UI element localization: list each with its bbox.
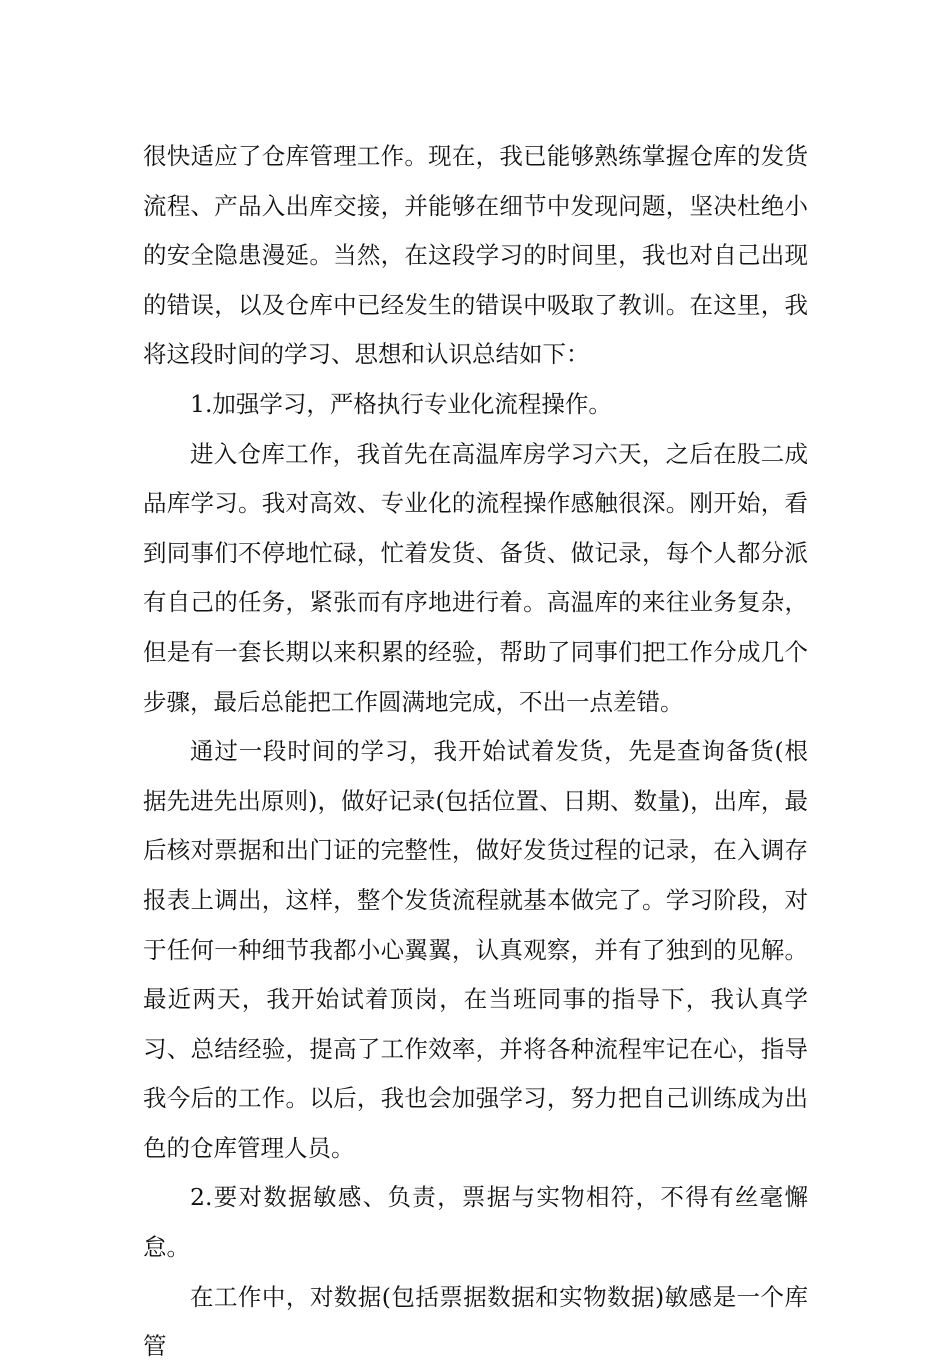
paragraph: 通过一段时间的学习，我开始试着发货，先是查询备货(根据先进先出原则)，做好记录(包括位置、日期、数量)，出库，最后核对票据和出门证的完整性，做好发货过程的记录，在入调存报表上调出，这样，整个发货流程就基本做完了。学习阶段，对于任何一种细节我都小心翼翼，认真观察，并有了独到的见解。最近两天，我开始试着顶岗，在当班同事的指导下，我认真学习、总结经验，提高了工作效率，并将各种流程牢记在心，指导我今后的工作。以后，我也会加强学习，努力把自己训练成为出色的仓库管理人员。: [143, 737, 808, 1162]
document-body: [143, 132, 808, 1372]
section-heading-2: 2.要对数据敏感、负责，票据与实物相符，不得有丝毫懈怠。: [143, 1183, 808, 1262]
paragraph: 在工作中，对数据(包括票据数据和实物数据)敏感是一个库管: [143, 1282, 808, 1361]
paragraph: 进入仓库工作，我首先在高温库房学习六天，之后在股二成品库学习。我对高效、专业化的流程操作感触很深。刚开始，看到同事们不停地忙碌，忙着发货、备货、做记录，每个人都分派有自己的任务，紧张而有序地进行着。高温库的来往业务复杂，但是有一套长期以来积累的经验，帮助了同事们把工作分成几个步骤，最后总能把工作圆满地完成，不出一点差错。: [143, 439, 808, 716]
section-heading-1: 1.加强学习，严格执行专业化流程操作。: [190, 389, 612, 418]
paragraph-continuation: 很快适应了仓库管理工作。现在，我已能够熟练掌握仓库的发货流程、产品入出库交接，并能够在细节中发现问题，坚决杜绝小的安全隐患漫延。当然，在这段学习的时间里，我也对自己出现的错误，以及仓库中已经发生的错误中吸取了教训。在这里，我将这段时间的学习、思想和认识总结如下：: [143, 142, 808, 369]
